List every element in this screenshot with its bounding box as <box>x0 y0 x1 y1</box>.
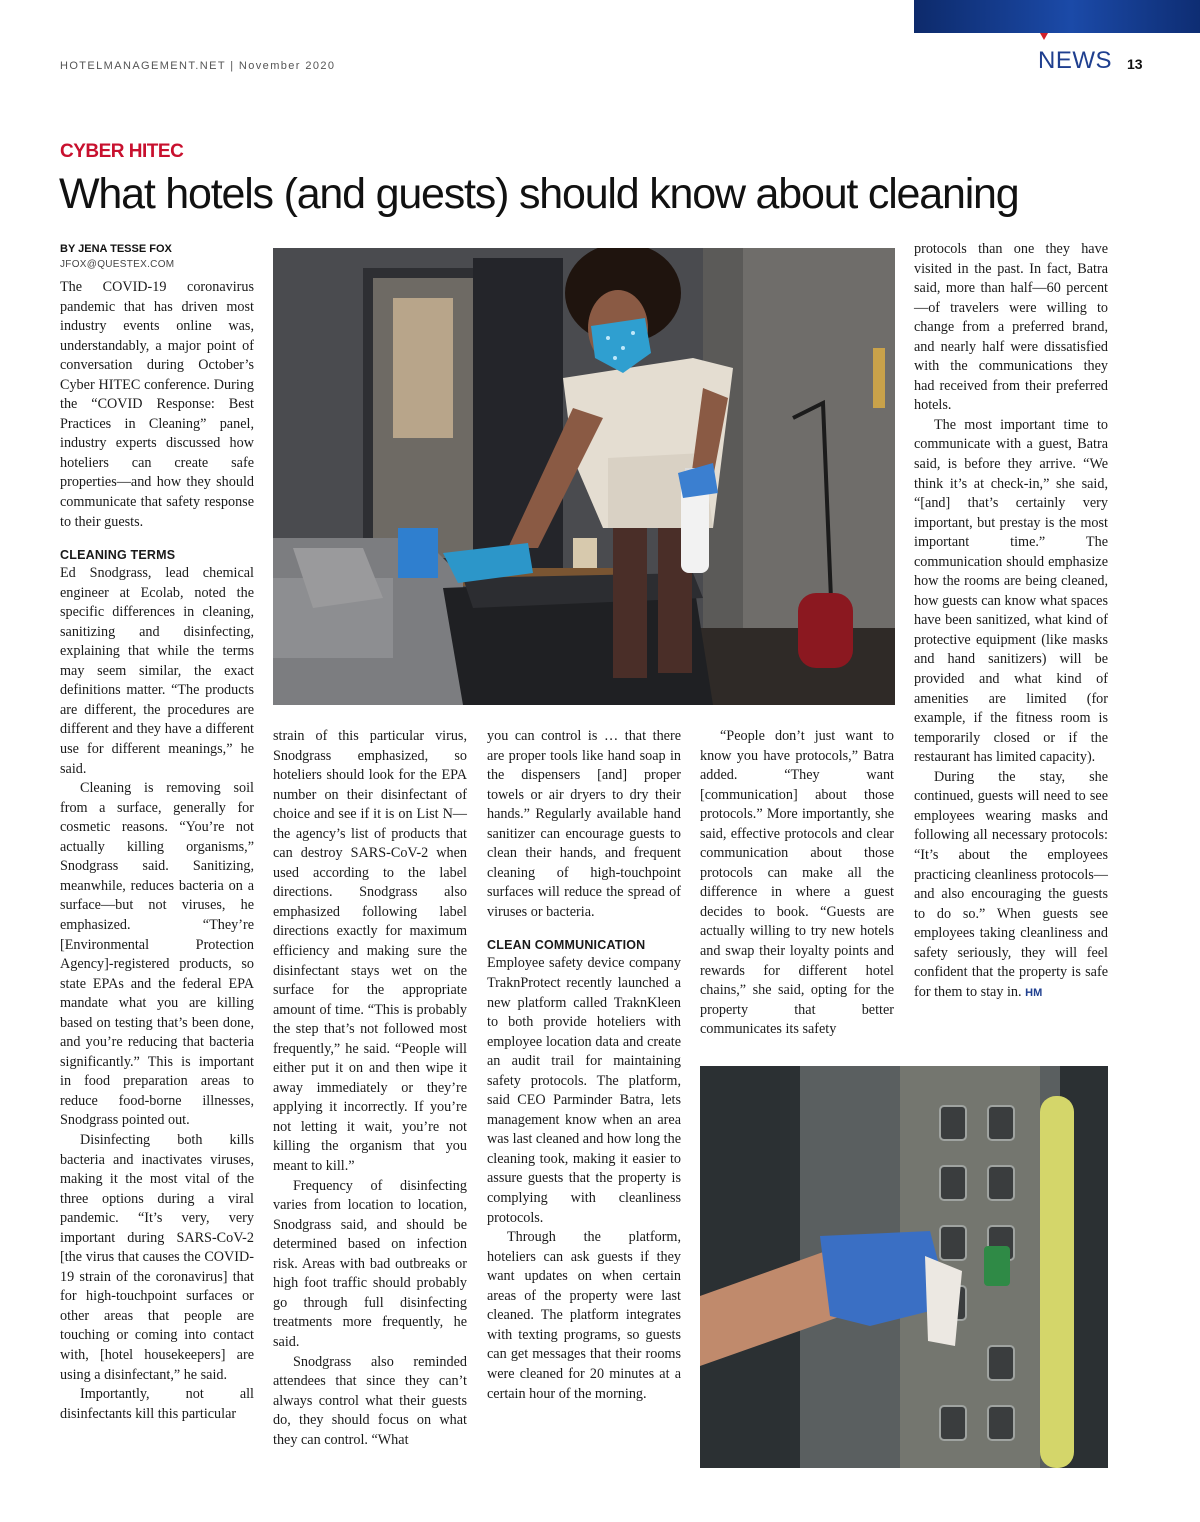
headline: What hotels (and guests) should know about cleaning <box>59 170 1019 218</box>
section-heading-clean-communication: CLEAN COMMUNICATION <box>487 938 646 953</box>
body-paragraph: Snodgrass also reminded attendees that since they can’t always control what their guests do, they should focus on what they can control. “What <box>273 1353 467 1448</box>
body-paragraph: “People don’t just want to know you have protocols,” Batra added. “They want [communication] about those protocols.” More importantly, she said, effective protocols and clear communication about those protocols can make all the difference in where a guest decides to book. “Guests are actually willing to try new hotels and swap their loyalty points and rewards for different hotel chains,” she said, opting for the property that better communicates its safety <box>700 728 894 1038</box>
article-column-2 <box>273 727 467 1450</box>
elevator-button-photo <box>700 1066 1108 1468</box>
intro-paragraph: The COVID-19 coronavirus pandemic that has driven most industry events online was, understandably, a major point of conversation during October’s Cyber HITEC conference. During the “COVID Response: Best Practices in Cleaning” panel, industry experts discussed how hoteliers can create safe properties—and how they should communicate that safety response to their guests. <box>60 279 254 530</box>
body-paragraph: strain of this particular virus, Snodgrass emphasized, so hoteliers should look for the EPA number on their disinfectant of choice and see if it is on List N—the agency’s list of products that can destroy SARS-CoV-2 when used according to the label directions. Snodgrass also emphasized following label directions exactly for maximum efficiency and making sure the disinfectant stays wet on the surface for the appropriate amount of time. “This is probably the step that’s not followed most frequently,” he said. “People will either put it on and then wipe it away immediately or they’re applying it incorrectly. If you’re not letting it wait, you’re not killing the organism that you meant to kill.” <box>273 728 467 1175</box>
masthead: HOTELMANAGEMENT.NET | November 2020 <box>60 60 336 72</box>
body-paragraph: Disinfecting both kills bacteria and inactivates viruses, making it the most vital of the three options during a viral pandemic. “It’s very, very important during SARS-CoV-2 [the virus that causes the COVID-19 strain of the coronavirus] that for high-touchpoint surfaces or other areas that people are touching or coming into contact with, [hotel housekeepers] are using a disinfectant,” he said. <box>60 1131 254 1383</box>
elevator-illustration <box>700 1066 1108 1468</box>
header-marker <box>1040 33 1048 40</box>
body-paragraph: The most important time to communicate with a guest, Batra said, is before they arrive. “We think it’s at check-in,” she said, “[and] that’s certainly very important, but prestay is the most important time.” The communication should emphasize how the rooms are being cleaned, how guests can know what spaces have been sanitized, what kind of protective equipment (like masks and hand sanitizers) will be provided and what kind of amenities are limited (for example, if the fitness room is temporarily closed or if the restaurant has limited capacity). <box>914 416 1108 766</box>
body-paragraph: Through the platform, hoteliers can ask guests if they want updates on when certain areas of the property were last cleaned. The platform integrates with texting programs, so guests can get messages that their rooms were cleaned for 20 minutes at a certain hour of the morning. <box>487 1229 681 1402</box>
final-paragraph-text: During the stay, she continued, guests will need to see employees wearing masks and following all necessary protocols: “It’s about the employees practicing cleanliness protocols—and also encouraging the guests to do so.” When guests see employees taking cleanliness and safety seriously, they will feel confident that the property is safe for them to stay in. <box>914 768 1108 1000</box>
section-label: NEWS <box>1038 47 1112 74</box>
kicker: CYBER HITEC <box>60 141 184 162</box>
author-email: JFOX@QUESTEX.COM <box>60 259 175 270</box>
article-column-4 <box>700 727 894 1040</box>
article-column-3 <box>487 727 681 1404</box>
header-color-band <box>914 0 1200 33</box>
article-column-5 <box>914 240 1108 1003</box>
page-number: 13 <box>1127 56 1143 72</box>
section-heading-cleaning-terms: CLEANING TERMS <box>60 548 176 563</box>
end-mark: HM <box>1025 986 1043 999</box>
article-column-1 <box>60 278 254 1424</box>
body-paragraph: Cleaning is removing soil from a surface, generally for cosmetic reasons. “You’re not actually killing organisms,” Snodgrass said. Sanitizing, meanwhile, reduces bacteria on a surface—but not viruses, he emphasized. “They’re [Environmental Protection Agency]-registered products, so state EPAs and the federal EPA mandate what you are killing based on testing that’s been done, and you’re reducing that bacteria significantly.” This is important in food preparation areas to reduce food-borne illnesses, Snodgrass pointed out. <box>60 780 254 1129</box>
body-paragraph: protocols than one they have visited in the past. In fact, Batra said, more than half—60 percent—of travelers were willing to change from a preferred brand, and nearly half were dissatisfied with the communications they had received from their preferred hotels. <box>914 241 1108 414</box>
housekeeper-photo <box>273 248 895 705</box>
body-paragraph: Importantly, not all disinfectants kill this particular <box>60 1386 254 1422</box>
byline: BY JENA TESSE FOX <box>60 243 172 255</box>
housekeeper-illustration <box>273 248 895 705</box>
body-paragraph: Ed Snodgrass, lead chemical engineer at Ecolab, noted the specific differences in cleaning, sanitizing and disinfecting, explaining that while the terms may seem similar, the exact definitions matter. “The products are different, the procedures are different and they have a different use for different meanings,” he said. <box>60 565 254 777</box>
body-paragraph: you can control is … that there are proper tools like hand soap in the dispensers [and] proper towels or air dryers to dry their hands.” Regularly available hand sanitizer can encourage guests to clean their hands, and frequent cleaning of high-touchpoint surfaces will reduce the spread of viruses or bacteria. <box>487 728 681 920</box>
body-paragraph <box>914 768 1108 1004</box>
body-paragraph: Frequency of disinfecting varies from location to location, Snodgrass said, and should be determined based on infection risk. Areas with bad outbreaks or high foot traffic should probably go through full disinfecting treatments more frequently, he said. <box>273 1177 467 1350</box>
body-paragraph: Employee safety device company TraknProtect recently launched a new platform called TraknKleen to both provide hoteliers with employee location data and create an audit trail for maintaining safety protocols. The platform, said CEO Parminder Batra, lets management know when an area was last cleaned and how long the cleaning took, making it easier to assure guests that the property is complying with cleanliness protocols. <box>487 955 681 1226</box>
